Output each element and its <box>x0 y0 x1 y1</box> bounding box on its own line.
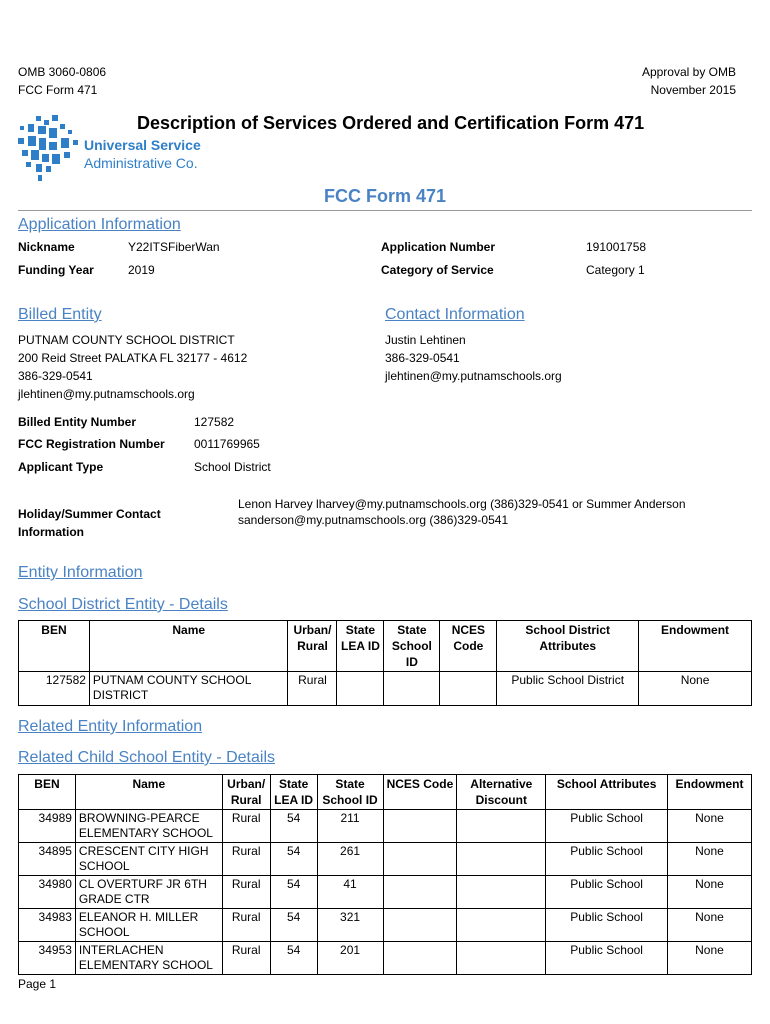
billed-entity-name: PUTNAM COUNTY SCHOOL DISTRICT <box>18 333 235 347</box>
table-cell: 54 <box>270 876 317 909</box>
contact-block <box>385 331 562 385</box>
column-header: State LEA ID <box>337 621 384 672</box>
table-cell <box>383 876 457 909</box>
table-cell: Public School <box>546 843 668 876</box>
table-cell <box>457 876 546 909</box>
application-info-heading: Application Information <box>18 216 181 233</box>
contact-phone: 386-329-0541 <box>385 351 460 365</box>
table-cell: None <box>667 810 751 843</box>
table-cell: 211 <box>317 810 383 843</box>
column-header: State School ID <box>317 775 383 810</box>
table-cell: CRESCENT CITY HIGH SCHOOL <box>75 843 222 876</box>
table-cell: 34980 <box>19 876 76 909</box>
table-cell: 34895 <box>19 843 76 876</box>
table-cell: None <box>667 876 751 909</box>
approval-text: Approval by OMB <box>641 65 736 79</box>
column-header: School District Attributes <box>497 621 639 672</box>
table-cell: 34989 <box>19 810 76 843</box>
column-header: Alternative Discount <box>457 775 546 810</box>
column-header: Endowment <box>639 621 752 672</box>
column-header: Endowment <box>667 775 751 810</box>
table-cell: 261 <box>317 843 383 876</box>
column-header: State LEA ID <box>270 775 317 810</box>
table-cell: 54 <box>270 843 317 876</box>
frn-value: 0011769965 <box>194 437 260 451</box>
table-cell: None <box>667 942 751 975</box>
table-cell: INTERLACHEN ELEMENTARY SCHOOL <box>75 942 222 975</box>
document-title: Description of Services Ordered and Certification Form 471 <box>137 113 645 133</box>
table-cell: 54 <box>270 942 317 975</box>
table-cell: ELEANOR H. MILLER SCHOOL <box>75 909 222 942</box>
entity-info-heading: Entity Information <box>18 564 143 581</box>
funding-year-value: 2019 <box>128 263 155 277</box>
table-cell: 321 <box>317 909 383 942</box>
holiday-label-line2: Information <box>18 525 84 539</box>
table-cell: None <box>667 909 751 942</box>
table-row <box>19 843 752 876</box>
omb-number: OMB 3060-0806 <box>18 65 107 79</box>
table-cell: 34983 <box>19 909 76 942</box>
column-header: Urban/ Rural <box>222 775 270 810</box>
table-cell: BROWNING-PEARCE ELEMENTARY SCHOOL <box>75 810 222 843</box>
table-cell: Rural <box>222 810 270 843</box>
contact-name: Justin Lehtinen <box>385 333 466 347</box>
table-cell <box>337 672 384 706</box>
column-header: BEN <box>19 775 76 810</box>
column-header: Name <box>89 621 288 672</box>
category-value: Category 1 <box>586 263 645 277</box>
table-cell: Rural <box>222 942 270 975</box>
form-title: FCC Form 471 <box>323 186 447 206</box>
child-school-table <box>18 774 752 975</box>
approval-date: November 2015 <box>650 83 736 97</box>
title-divider <box>18 210 752 211</box>
category-label: Category of Service <box>381 263 494 277</box>
table-cell <box>383 810 457 843</box>
contact-info-heading: Contact Information <box>385 306 525 323</box>
applicant-type-label: Applicant Type <box>18 460 104 474</box>
usac-logo-icon <box>16 112 86 184</box>
column-header: Name <box>75 775 222 810</box>
holiday-label-line1: Holiday/Summer Contact <box>18 507 161 521</box>
form-label: FCC Form 471 <box>18 83 98 97</box>
table-cell: 201 <box>317 942 383 975</box>
contact-email: jlehtinen@my.putnamschools.org <box>385 369 562 383</box>
page-number: Page 1 <box>18 977 57 991</box>
table-cell <box>440 672 497 706</box>
billed-entity-address <box>18 331 247 403</box>
frn-label: FCC Registration Number <box>18 437 165 451</box>
district-details-heading: School District Entity - Details <box>18 596 228 613</box>
table-row <box>19 876 752 909</box>
app-number-value: 191001758 <box>586 240 647 254</box>
district-table <box>18 620 752 706</box>
billed-entity-phone: 386-329-0541 <box>18 369 93 383</box>
table-cell: Public School <box>546 909 668 942</box>
table-cell: Public School District <box>497 672 639 706</box>
column-header: BEN <box>19 621 90 672</box>
table-row <box>19 909 752 942</box>
column-header: NCES Code <box>383 775 457 810</box>
table-cell <box>383 942 457 975</box>
table-cell: Public School <box>546 876 668 909</box>
billed-entity-email: jlehtinen@my.putnamschools.org <box>18 387 195 401</box>
app-number-label: Application Number <box>381 240 496 254</box>
table-cell <box>383 909 457 942</box>
table-cell: CL OVERTURF JR 6TH GRADE CTR <box>75 876 222 909</box>
ben-label: Billed Entity Number <box>18 415 137 429</box>
funding-year-label: Funding Year <box>18 263 94 277</box>
district-table-header <box>19 621 752 672</box>
column-header: NCES Code <box>440 621 497 672</box>
table-cell: 127582 <box>19 672 90 706</box>
table-cell: 41 <box>317 876 383 909</box>
holiday-value-line2: sanderson@my.putnamschools.org (386)329-0541 <box>238 513 509 527</box>
table-cell: 54 <box>270 810 317 843</box>
table-cell <box>457 942 546 975</box>
table-cell: Public School <box>546 810 668 843</box>
child-table-header <box>19 775 752 810</box>
column-header: Urban/ Rural <box>288 621 337 672</box>
table-cell: Public School <box>546 942 668 975</box>
table-cell <box>384 672 440 706</box>
table-cell: Rural <box>222 909 270 942</box>
table-cell: None <box>667 843 751 876</box>
table-cell: Rural <box>222 843 270 876</box>
table-cell: PUTNAM COUNTY SCHOOL DISTRICT <box>89 672 288 706</box>
logo-line2: Administrative Co. <box>84 155 198 171</box>
column-header: School Attributes <box>546 775 668 810</box>
applicant-type-value: School District <box>194 460 271 474</box>
billed-entity-heading: Billed Entity <box>18 306 102 323</box>
table-cell: 34953 <box>19 942 76 975</box>
logo-line1: Universal Service <box>84 137 201 153</box>
table-row <box>19 672 752 706</box>
nickname-label: Nickname <box>18 240 75 254</box>
column-header: State School ID <box>384 621 440 672</box>
table-cell: Rural <box>222 876 270 909</box>
table-cell: None <box>639 672 752 706</box>
ben-value: 127582 <box>194 415 235 429</box>
table-cell <box>457 909 546 942</box>
holiday-contact-value <box>238 496 686 528</box>
related-entity-heading: Related Entity Information <box>18 718 203 735</box>
table-row <box>19 942 752 975</box>
table-row <box>19 810 752 843</box>
holiday-contact-label <box>18 505 161 541</box>
table-cell <box>383 843 457 876</box>
table-cell <box>457 843 546 876</box>
table-cell: 54 <box>270 909 317 942</box>
child-details-heading: Related Child School Entity - Details <box>18 749 276 766</box>
nickname-value: Y22ITSFiberWan <box>128 240 220 254</box>
table-cell <box>457 810 546 843</box>
table-cell: Rural <box>288 672 337 706</box>
holiday-value-line1: Lenon Harvey lharvey@my.putnamschools.org (386)329-0541 or Summer Anderson <box>238 497 686 511</box>
billed-entity-street: 200 Reid Street PALATKA FL 32177 - 4612 <box>18 351 248 365</box>
